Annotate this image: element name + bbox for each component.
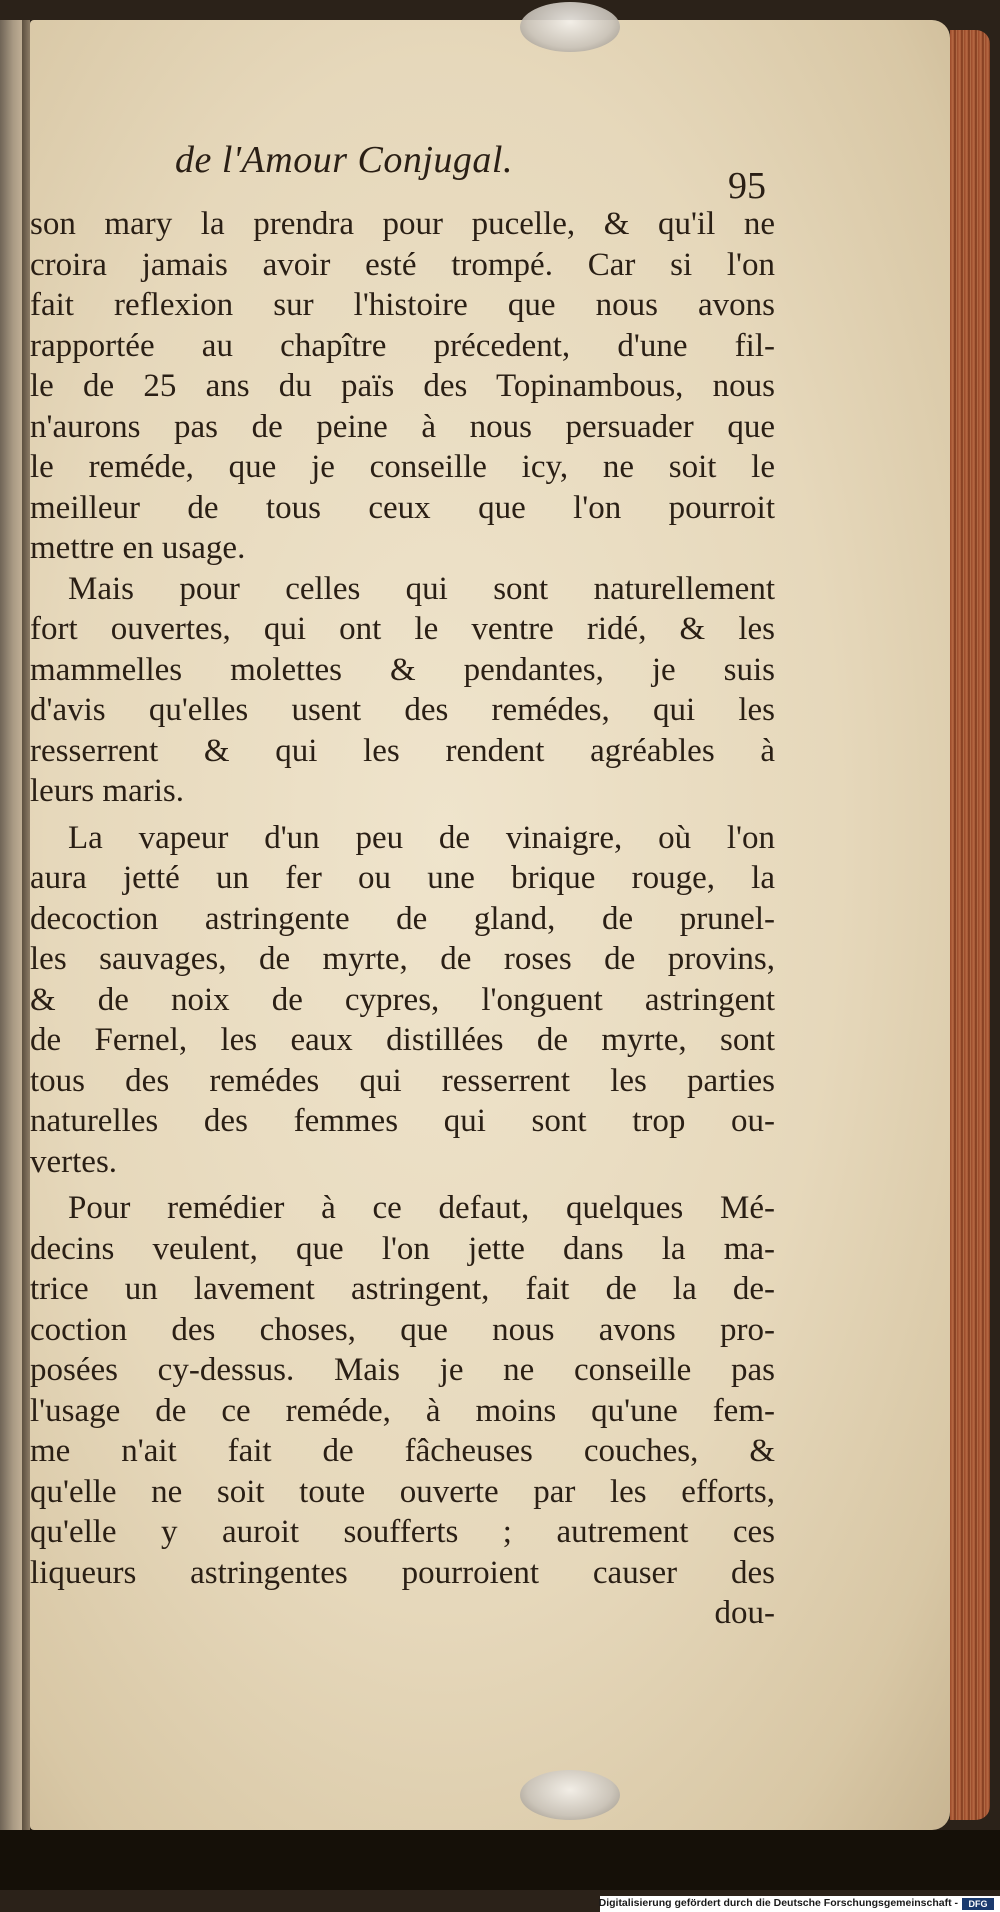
paragraph-first-line: La vapeur d'un peu de vinaigre, où l'on [68, 819, 775, 856]
text-line: son mary la prendra pour pucelle, & qu'il ne [30, 206, 775, 242]
digitization-credit: Digitalisierung gefördert durch die Deutsche Forschungsgemeinschaft - [598, 1897, 958, 1909]
page-number: 95 [728, 165, 766, 207]
text-line: leurs maris. [30, 773, 184, 809]
paragraph-first-line: Pour remédier à ce defaut, quelques Mé- [68, 1190, 775, 1226]
text-line: qu'elle ne soit toute ouverte par les efforts, [30, 1473, 775, 1510]
text-line: croira jamais avoir esté trompé. Car si l'on [30, 246, 775, 283]
text-line: & de noix de cypres, l'onguent astringent [30, 981, 775, 1018]
text-line: posées cy-dessus. Mais je ne conseille pas [30, 1352, 775, 1388]
text-line: liqueurs astringentes pourroient causer des [30, 1554, 775, 1591]
text-line: aura jetté un fer ou une brique rouge, la [30, 860, 775, 896]
paragraph-first-line: Mais pour celles qui sont naturellement [68, 570, 775, 607]
text-line: decoction astringente de gland, de prunel- [30, 900, 775, 937]
text-line: trice un lavement astringent, fait de la de- [30, 1271, 775, 1307]
text-line: le reméde, que je conseille icy, ne soit le [30, 449, 775, 485]
page-fore-edge [950, 30, 990, 1820]
text-line: me n'ait fait de fâcheuses couches, & [30, 1433, 775, 1469]
dfg-logo: DFG [962, 1898, 994, 1910]
text-line: de Fernel, les eaux distillées de myrte, sont [30, 1022, 775, 1058]
text-line: mettre en usage. [30, 530, 246, 566]
previous-page-edge [0, 20, 22, 1840]
running-head: de l'Amour Conjugal. [175, 139, 513, 181]
text-line: fait reflexion sur l'histoire que nous avons [30, 287, 775, 323]
text-line: naturelles des femmes qui sont trop ou- [30, 1103, 775, 1139]
text-line: l'usage de ce reméde, à moins qu'une fem- [30, 1392, 775, 1429]
text-line: le de 25 ans du païs des Topinambous, nous [30, 368, 775, 404]
book-gutter [22, 20, 30, 1840]
catchword: dou- [714, 1595, 775, 1631]
text-line: mammelles molettes & pendantes, je suis [30, 651, 775, 688]
text-line: meilleur de tous ceux que l'on pourroit [30, 489, 775, 526]
text-line: d'avis qu'elles usent des reméde​s, qui les [30, 692, 775, 728]
scan-bottom-shadow [0, 1830, 1000, 1890]
page-clip-top [520, 2, 620, 52]
page-clip-bottom [520, 1770, 620, 1820]
text-line: resserrent & qui les rendent agréables à [30, 732, 775, 769]
text-line: vertes. [30, 1143, 118, 1180]
text-line: tous des reméde​s qui resserrent les parties [30, 1062, 775, 1099]
body-text [30, 204, 775, 1634]
text-line: les sauvages, de myrte, de roses de provins, [30, 941, 775, 977]
text-line: coction des choses, que nous avons pro- [30, 1311, 775, 1348]
text-line: decins veulent, que l'on jette dans la ma- [30, 1230, 775, 1267]
text-line: qu'elle y auroit soufferts ; autrement ces [30, 1514, 775, 1550]
text-line: fort ouvertes, qui ont le ventre ridé, & les [30, 611, 775, 647]
text-line: n'aurons pas de peine à nous persuader que [30, 408, 775, 445]
text-line: rapportée au chapître précedent, d'une fil- [30, 327, 775, 364]
